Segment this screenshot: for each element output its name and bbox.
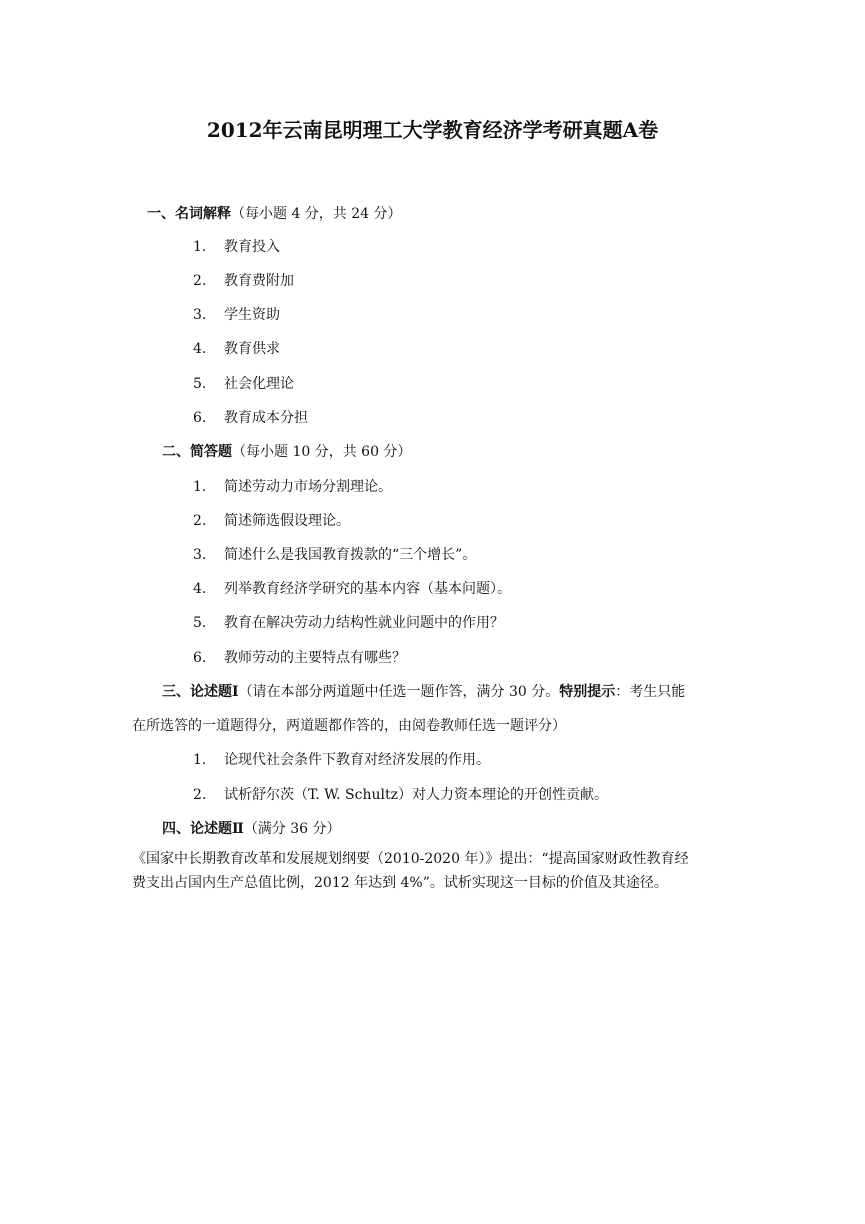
item-number: 1. [193,752,207,768]
special-notice-label: 特别提示 [559,684,616,700]
list-item [193,305,280,325]
item-number: 3. [193,547,207,563]
list-item [193,374,294,394]
list-item [193,237,280,257]
item-text: 简述筛选假设理论。 [224,513,350,529]
list-item [193,750,490,770]
item-number: 6. [193,410,207,426]
section-4-note: （满分 36 分） [243,821,341,837]
list-item [193,648,406,668]
item-text: 教育费附加 [224,273,294,289]
item-text: 教师劳动的主要特点有哪些？ [224,650,406,666]
list-item [193,785,608,805]
section-1-header [147,204,402,224]
section-3-note-cont: ：考生只能 [615,684,686,700]
section-2-header [162,442,411,462]
item-text: 教育成本分担 [224,410,308,426]
item-text: 试析舒尔茨（T. W. Schultz）对人力资本理论的开创性贡献。 [224,787,608,803]
section-3-header [162,682,685,702]
section-3-note: （请在本部分两道题中任选一题作答，满分 30 分。 [238,684,560,700]
item-number: 4. [193,341,207,357]
item-text: 社会化理论 [224,376,294,392]
item-text: 教育投入 [224,239,280,255]
item-text: 列举教育经济学研究的基本内容（基本问题）。 [224,581,511,597]
list-item [193,579,511,599]
item-number: 1. [193,479,207,495]
item-text: 论现代社会条件下教育对经济发展的作用。 [224,752,490,768]
item-text: 教育在解决劳动力结构性就业问题中的作用？ [224,615,504,631]
section-4-body-line1: 《国家中长期教育改革和发展规划纲要（2010-2020 年）》提出：“提高国家财政性教育经 [132,851,689,867]
section-3-heading: 三、论述题Ⅰ [162,684,239,700]
item-text: 简述什么是我国教育拨款的“三个增长”。 [224,547,477,563]
item-number: 1. [193,239,207,255]
page-title: 2012年云南昆明理工大学教育经济学考研真题A卷 [206,118,659,142]
list-item [193,339,280,359]
section-2-heading: 二、简答题 [162,444,232,460]
item-text: 学生资助 [224,307,280,323]
section-4-heading: 四、论述题Ⅱ [162,821,244,837]
list-item [193,408,308,428]
item-number: 5. [193,615,207,631]
item-number: 6. [193,650,207,666]
section-1-note: （每小题 4 分，共 24 分） [231,206,402,222]
section-3-note-line2: 在所选答的一道题得分，两道题都作答的，由阅卷教师任选一题评分） [132,718,566,734]
section-2-note: （每小题 10 分，共 60 分） [232,444,412,460]
list-item [193,477,392,497]
section-4-header [162,819,341,839]
section-1-heading: 一、名词解释 [147,206,231,222]
item-number: 2. [193,513,207,529]
item-number: 2. [193,787,207,803]
list-item [193,511,350,531]
list-item [193,613,504,633]
item-text: 教育供求 [224,341,280,357]
item-number: 4. [193,581,207,597]
item-text: 简述劳动力市场分割理论。 [224,479,392,495]
item-number: 3. [193,307,207,323]
item-number: 5. [193,376,207,392]
item-number: 2. [193,273,207,289]
section-4-body-line2: 费支出占国内生产总值比例，2012 年达到 4%”。试析实现这一目标的价值及其途径。 [132,875,668,891]
list-item [193,545,476,565]
list-item [193,271,294,291]
